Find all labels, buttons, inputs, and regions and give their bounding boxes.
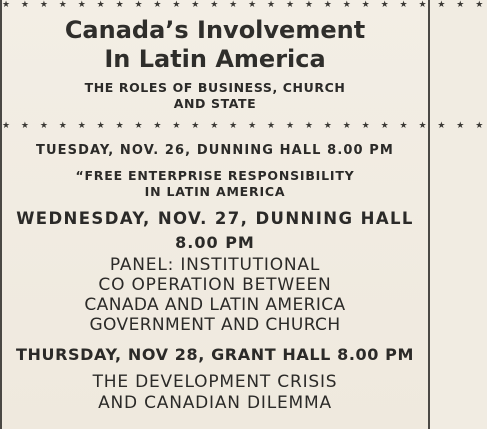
subtitle-line-1: THE ROLES OF BUSINESS, CHURCH (84, 80, 346, 95)
event-2-topic-line-1: PANEL: INSTITUTIONAL (109, 255, 321, 275)
subtitle-line-2: AND STATE (173, 96, 257, 111)
poster-title-line-2: In Latin America (104, 45, 326, 73)
event-2-topic-line-2: CO OPERATION BETWEEN (98, 275, 332, 295)
event-2-schedule-line-1: WEDNESDAY, NOV. 27, DUNNING HALL (16, 209, 414, 228)
event-3-topic-line-2: AND CANADIAN DILEMMA (98, 393, 332, 413)
star-divider: ★ ★ ★ ★ ★ ★ ★ ★ ★ ★ ★ ★ ★ ★ ★ ★ ★ ★ ★ ★ ★ ★ ★ ★ ★ ★ (2, 121, 487, 131)
star-border-top: ★ ★ ★ ★ ★ ★ ★ ★ ★ ★ ★ ★ ★ ★ ★ ★ ★ ★ ★ ★ ★ ★ ★ ★ ★ ★ (2, 0, 487, 10)
event-1-schedule: TUESDAY, NOV. 26, DUNNING HALL 8.00 PM (36, 143, 394, 158)
event-1-topic-line-1: “FREE ENTERPRISE RESPONSIBILITY (75, 168, 355, 183)
event-2-topic-line-4: GOVERNMENT AND CHURCH (89, 315, 341, 335)
event-2-topic-line-3: CANADA AND LATIN AMERICA (84, 295, 346, 315)
poster-title-line-1: Canada’s Involvement (64, 16, 366, 44)
event-1-topic-line-2: IN LATIN AMERICA (144, 184, 286, 199)
event-3-schedule: THURSDAY, NOV 28, GRANT HALL 8.00 PM (15, 345, 415, 364)
event-2-schedule-line-2: 8.00 PM (175, 233, 255, 252)
event-3-topic-line-1: THE DEVELOPMENT CRISIS (92, 372, 338, 392)
